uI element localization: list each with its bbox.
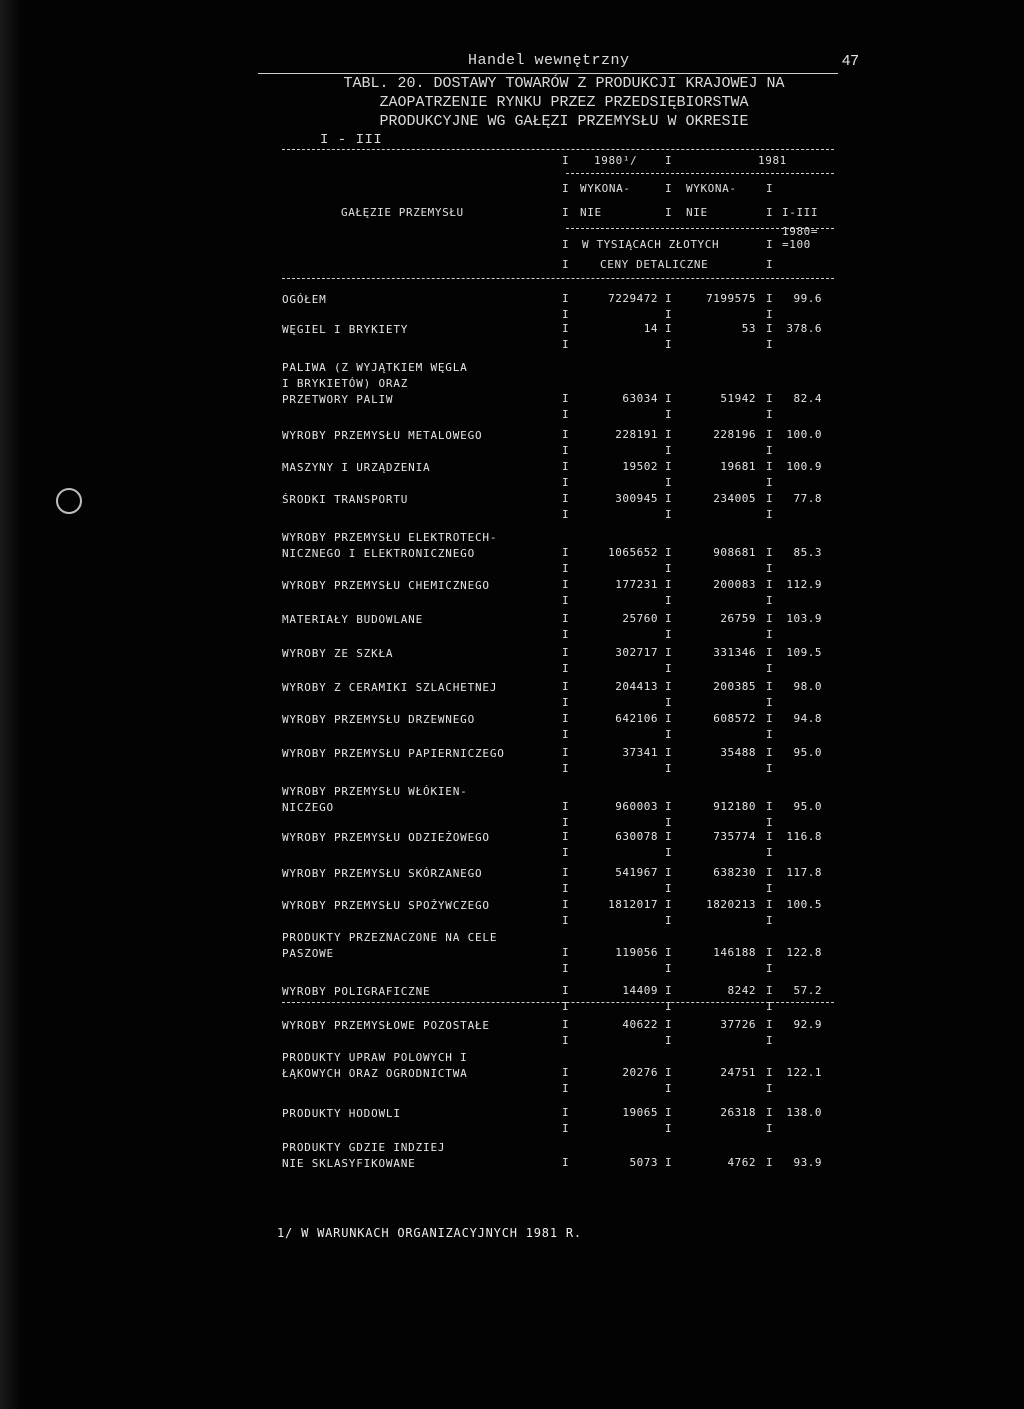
row-label: WYROBY Z CERAMIKI SZLACHETNEJ bbox=[282, 681, 498, 694]
header-wykonanie-1980-a: WYKONA- bbox=[580, 182, 631, 195]
table-title bbox=[274, 74, 854, 131]
value-1980: 302717 bbox=[615, 646, 658, 659]
table-title-line-3: PRODUKCYJNE WG GAŁĘZI PRZEMYSŁU W OKRESIE bbox=[379, 113, 749, 130]
index-value: 82.4 bbox=[793, 392, 822, 405]
column-separator: I bbox=[766, 646, 773, 659]
value-1981: 146188 bbox=[713, 946, 756, 959]
header-bottom-rule bbox=[282, 278, 834, 279]
column-separator: I bbox=[562, 594, 569, 607]
index-value: 99.6 bbox=[793, 292, 822, 305]
index-value: 116.8 bbox=[786, 830, 822, 843]
column-separator: I bbox=[766, 628, 773, 641]
column-separator: I bbox=[766, 392, 773, 405]
column-separator: I bbox=[665, 392, 672, 405]
column-separator: I bbox=[766, 594, 773, 607]
column-separator: I bbox=[665, 322, 672, 335]
value-1980: 541967 bbox=[615, 866, 658, 879]
value-1981: 638230 bbox=[713, 866, 756, 879]
value-1981: 35488 bbox=[720, 746, 756, 759]
value-1981: 24751 bbox=[720, 1066, 756, 1079]
index-value: 92.9 bbox=[793, 1018, 822, 1031]
column-separator: I bbox=[562, 460, 569, 473]
index-value: 95.0 bbox=[793, 800, 822, 813]
value-1980: 642106 bbox=[615, 712, 658, 725]
column-separator: I bbox=[562, 492, 569, 505]
row-label: OGÓŁEM bbox=[282, 293, 327, 306]
header-year-1980: 1980¹/ bbox=[594, 154, 638, 167]
row-label: PRODUKTY UPRAW POLOWYCH I ŁĄKOWYCH ORAZ OGRODNICTWA bbox=[282, 1051, 468, 1080]
column-separator: I bbox=[665, 898, 672, 911]
value-1980: 300945 bbox=[615, 492, 658, 505]
column-separator: I bbox=[562, 662, 569, 675]
value-1980: 5073 bbox=[629, 1156, 658, 1169]
column-separator: I bbox=[562, 898, 569, 911]
row-label: PRODUKTY GDZIE INDZIEJ NIE SKLASYFIKOWANE bbox=[282, 1141, 446, 1170]
table-rule-mid bbox=[282, 1002, 834, 1003]
header-units-a: W TYSIĄCACH ZŁOTYCH bbox=[582, 238, 720, 251]
index-value: 378.6 bbox=[786, 322, 822, 335]
value-1980: 19502 bbox=[622, 460, 658, 473]
column-separator: I bbox=[766, 830, 773, 843]
column-separator: I bbox=[562, 508, 569, 521]
column-separator: I bbox=[665, 728, 672, 741]
page-number: 47 bbox=[842, 52, 859, 69]
value-1980: 1812017 bbox=[608, 898, 658, 911]
column-separator: I bbox=[665, 1106, 672, 1119]
column-separator: I bbox=[766, 408, 773, 421]
column-separator: I bbox=[766, 762, 773, 775]
column-separator: I bbox=[562, 444, 569, 457]
column-separator: I bbox=[562, 1122, 569, 1135]
column-separator: I bbox=[665, 1066, 672, 1079]
column-separator: I bbox=[766, 1034, 773, 1047]
value-1980: 7229472 bbox=[608, 292, 658, 305]
row-label: WYROBY PRZEMYSŁU SPOŻYWCZEGO bbox=[282, 899, 490, 912]
value-1981: 200385 bbox=[713, 680, 756, 693]
column-separator: I bbox=[562, 746, 569, 759]
value-1980: 177231 bbox=[615, 578, 658, 591]
column-separator: I bbox=[766, 562, 773, 575]
column-separator: I bbox=[665, 1000, 672, 1013]
value-1980: 630078 bbox=[615, 830, 658, 843]
value-1980: 20276 bbox=[622, 1066, 658, 1079]
running-title: Handel wewnętrzny bbox=[468, 52, 630, 69]
column-separator: I bbox=[766, 1082, 773, 1095]
index-value: 94.8 bbox=[793, 712, 822, 725]
index-value: 122.8 bbox=[786, 946, 822, 959]
column-separator: I bbox=[562, 1018, 569, 1031]
row-label: WYROBY POLIGRAFICZNE bbox=[282, 985, 431, 998]
row-label: WYROBY PRZEMYSŁU METALOWEGO bbox=[282, 429, 483, 442]
row-label: WYROBY ZE SZKŁA bbox=[282, 647, 394, 660]
value-1981: 19681 bbox=[720, 460, 756, 473]
column-separator: I bbox=[562, 696, 569, 709]
header-gałęzie-przemysłu: GAŁĘZIE PRZEMYSŁU bbox=[341, 206, 464, 219]
row-label: WYROBY PRZEMYSŁU WŁÓKIEN- NICZEGO bbox=[282, 785, 468, 814]
header-wykonanie-1980-b: NIE bbox=[580, 206, 602, 219]
table-title-period: I - III bbox=[320, 132, 383, 148]
value-1980: 228191 bbox=[615, 428, 658, 441]
value-1981: 331346 bbox=[713, 646, 756, 659]
index-value: 93.9 bbox=[793, 1156, 822, 1169]
index-value: 77.8 bbox=[793, 492, 822, 505]
column-separator: I bbox=[665, 1082, 672, 1095]
column-separator: I bbox=[562, 846, 569, 859]
value-1981: 228196 bbox=[713, 428, 756, 441]
value-1981: 8242 bbox=[727, 984, 756, 997]
value-1980: 119056 bbox=[615, 946, 658, 959]
header-index-c: =100 bbox=[782, 238, 811, 251]
column-separator: I bbox=[562, 578, 569, 591]
row-label: MASZYNY I URZĄDZENIA bbox=[282, 461, 431, 474]
column-separator: I bbox=[562, 1082, 569, 1095]
index-value: 57.2 bbox=[793, 984, 822, 997]
column-separator: I bbox=[665, 1034, 672, 1047]
value-1981: 912180 bbox=[713, 800, 756, 813]
column-separator: I bbox=[766, 322, 773, 335]
column-separator: I bbox=[665, 816, 672, 829]
column-separator: I bbox=[562, 984, 569, 997]
row-label: WYROBY PRZEMYSŁU ODZIEŻOWEGO bbox=[282, 831, 490, 844]
value-1980: 14409 bbox=[622, 984, 658, 997]
row-label: WYROBY PRZEMYSŁU SKÓRZANEGO bbox=[282, 867, 483, 880]
column-separator: I bbox=[562, 1000, 569, 1013]
value-1980: 40622 bbox=[622, 1018, 658, 1031]
index-value: 100.5 bbox=[786, 898, 822, 911]
column-separator: I bbox=[665, 1156, 672, 1169]
header-index-a: I-III bbox=[782, 206, 819, 219]
value-1980: 19065 bbox=[622, 1106, 658, 1119]
column-separator: I bbox=[665, 628, 672, 641]
column-separator: I bbox=[665, 562, 672, 575]
index-value: 100.0 bbox=[786, 428, 822, 441]
value-1980: 63034 bbox=[622, 392, 658, 405]
column-separator: I bbox=[562, 816, 569, 829]
column-separator: I bbox=[766, 846, 773, 859]
column-separator: I bbox=[665, 594, 672, 607]
header-index-b: 1980= bbox=[782, 225, 819, 238]
value-1981: 908681 bbox=[713, 546, 756, 559]
value-1980: 1065652 bbox=[608, 546, 658, 559]
column-separator: I bbox=[665, 946, 672, 959]
row-label: MATERIAŁY BUDOWLANE bbox=[282, 613, 424, 626]
column-separator: I bbox=[562, 1034, 569, 1047]
row-label: WYROBY PRZEMYSŁU CHEMICZNEGO bbox=[282, 579, 490, 592]
column-separator: I bbox=[562, 762, 569, 775]
value-1981: 608572 bbox=[713, 712, 756, 725]
column-separator: I bbox=[766, 508, 773, 521]
row-label: WYROBY PRZEMYSŁU PAPIERNICZEGO bbox=[282, 747, 505, 760]
value-1980: 14 bbox=[643, 322, 658, 335]
value-1981: 1820213 bbox=[706, 898, 756, 911]
value-1980: 25760 bbox=[622, 612, 658, 625]
column-separator: I bbox=[766, 882, 773, 895]
column-separator: I bbox=[766, 1000, 773, 1013]
index-value: 138.0 bbox=[786, 1106, 822, 1119]
footnote: 1/ W WARUNKACH ORGANIZACYJNYCH 1981 R. bbox=[277, 1226, 582, 1240]
column-separator: I bbox=[665, 460, 672, 473]
column-separator: I bbox=[766, 1106, 773, 1119]
column-separator: I bbox=[665, 712, 672, 725]
column-separator: I bbox=[562, 830, 569, 843]
value-1981: 26759 bbox=[720, 612, 756, 625]
column-separator: I bbox=[665, 476, 672, 489]
index-value: 112.9 bbox=[786, 578, 822, 591]
column-separator: I bbox=[665, 662, 672, 675]
header-wykonanie-1981-a: WYKONA- bbox=[686, 182, 737, 195]
column-separator: I bbox=[562, 546, 569, 559]
column-separator: I bbox=[665, 308, 672, 321]
table-title-line-1: TABL. 20. DOSTAWY TOWARÓW Z PRODUKCJI KRAJOWEJ NA bbox=[343, 75, 785, 92]
page-edge-shadow bbox=[0, 0, 20, 1409]
value-1981: 51942 bbox=[720, 392, 756, 405]
column-separator: I bbox=[665, 866, 672, 879]
value-1981: 26318 bbox=[720, 1106, 756, 1119]
column-separator: I bbox=[766, 476, 773, 489]
column-separator: I bbox=[562, 392, 569, 405]
index-value: 122.1 bbox=[786, 1066, 822, 1079]
column-separator: I bbox=[766, 984, 773, 997]
column-separator: I bbox=[766, 460, 773, 473]
header-wykonanie-1981-b: NIE bbox=[686, 206, 708, 219]
column-separator: I bbox=[562, 408, 569, 421]
value-1981: 53 bbox=[741, 322, 756, 335]
value-1980: 960003 bbox=[615, 800, 658, 813]
column-separator: I bbox=[665, 646, 672, 659]
index-value: 95.0 bbox=[793, 746, 822, 759]
column-separator: I bbox=[562, 712, 569, 725]
column-separator: I bbox=[562, 946, 569, 959]
column-separator: I bbox=[562, 308, 569, 321]
column-separator: I bbox=[665, 508, 672, 521]
column-separator: I bbox=[766, 914, 773, 927]
column-separator: I bbox=[766, 946, 773, 959]
row-label: PRODUKTY PRZEZNACZONE NA CELE PASZOWE bbox=[282, 931, 498, 960]
column-separator: I bbox=[665, 546, 672, 559]
column-separator: I bbox=[562, 1066, 569, 1079]
column-separator: I bbox=[562, 800, 569, 813]
value-1981: 735774 bbox=[713, 830, 756, 843]
column-separator: I bbox=[766, 1018, 773, 1031]
column-separator: I bbox=[766, 662, 773, 675]
column-separator: I bbox=[766, 612, 773, 625]
column-separator: I bbox=[766, 578, 773, 591]
column-separator: I bbox=[562, 1156, 569, 1169]
index-value: 103.9 bbox=[786, 612, 822, 625]
header-year-1981: 1981 bbox=[758, 154, 787, 167]
column-separator: I bbox=[766, 492, 773, 505]
column-separator: I bbox=[665, 914, 672, 927]
column-separator: I bbox=[562, 866, 569, 879]
column-separator: I bbox=[665, 846, 672, 859]
index-value: 109.5 bbox=[786, 646, 822, 659]
row-label: WYROBY PRZEMYSŁU ELEKTROTECH- NICZNEGO I ELEKTRONICZNEGO bbox=[282, 531, 498, 560]
row-label: PALIWA (Z WYJĄTKIEM WĘGLA I BRYKIETÓW) ORAZ PRZETWORY PALIW bbox=[282, 361, 468, 406]
column-separator: I bbox=[766, 1156, 773, 1169]
column-separator: I bbox=[562, 562, 569, 575]
index-value: 100.9 bbox=[786, 460, 822, 473]
index-value: 85.3 bbox=[793, 546, 822, 559]
column-separator: I bbox=[766, 712, 773, 725]
value-1981: 200083 bbox=[713, 578, 756, 591]
column-separator: I bbox=[665, 292, 672, 305]
value-1980: 204413 bbox=[615, 680, 658, 693]
column-separator: I bbox=[665, 830, 672, 843]
column-separator: I bbox=[665, 578, 672, 591]
value-1981: 4762 bbox=[727, 1156, 756, 1169]
column-separator: I bbox=[665, 762, 672, 775]
column-separator: I bbox=[766, 962, 773, 975]
column-separator: I bbox=[562, 728, 569, 741]
column-separator: I bbox=[562, 646, 569, 659]
column-separator: I bbox=[766, 680, 773, 693]
column-separator: I bbox=[665, 800, 672, 813]
column-separator: I bbox=[766, 800, 773, 813]
column-separator: I bbox=[665, 696, 672, 709]
column-separator: I bbox=[766, 816, 773, 829]
row-label: PRODUKTY HODOWLI bbox=[282, 1107, 401, 1120]
header-top-rule bbox=[282, 149, 834, 150]
column-separator: I bbox=[766, 308, 773, 321]
column-separator: I bbox=[665, 428, 672, 441]
column-separator: I bbox=[562, 292, 569, 305]
column-separator: I bbox=[766, 1122, 773, 1135]
column-separator: I bbox=[766, 292, 773, 305]
column-separator: I bbox=[665, 492, 672, 505]
row-label: WYROBY PRZEMYSŁOWE POZOSTAŁE bbox=[282, 1019, 490, 1032]
column-separator: I bbox=[665, 612, 672, 625]
column-separator: I bbox=[665, 962, 672, 975]
column-separator: I bbox=[562, 476, 569, 489]
column-separator: I bbox=[665, 408, 672, 421]
column-separator: I bbox=[766, 1066, 773, 1079]
column-separator: I bbox=[665, 1018, 672, 1031]
row-label: WYROBY PRZEMYSŁU DRZEWNEGO bbox=[282, 713, 475, 726]
row-label: ŚRODKI TRANSPORTU bbox=[282, 493, 409, 506]
column-separator: I bbox=[562, 428, 569, 441]
column-separator: I bbox=[766, 428, 773, 441]
value-1981: 7199575 bbox=[706, 292, 756, 305]
value-1980: 37341 bbox=[622, 746, 658, 759]
row-label: WĘGIEL I BRYKIETY bbox=[282, 323, 409, 336]
column-separator: I bbox=[665, 444, 672, 457]
column-separator: I bbox=[665, 338, 672, 351]
column-separator: I bbox=[766, 898, 773, 911]
column-separator: I bbox=[562, 628, 569, 641]
header-year-rule bbox=[566, 173, 834, 174]
column-separator: I bbox=[562, 914, 569, 927]
value-1981: 234005 bbox=[713, 492, 756, 505]
value-1981: 37726 bbox=[720, 1018, 756, 1031]
column-separator: I bbox=[665, 746, 672, 759]
binding-hole bbox=[56, 488, 82, 514]
column-separator: I bbox=[766, 546, 773, 559]
column-separator: I bbox=[562, 882, 569, 895]
column-separator: I bbox=[766, 696, 773, 709]
column-separator: I bbox=[665, 984, 672, 997]
index-value: 98.0 bbox=[793, 680, 822, 693]
column-separator: I bbox=[562, 962, 569, 975]
column-separator: I bbox=[562, 338, 569, 351]
index-value: 117.8 bbox=[786, 866, 822, 879]
header-units-b: CENY DETALICZNE bbox=[600, 258, 709, 271]
table-title-line-2: ZAOPATRZENIE RYNKU PRZEZ PRZEDSIĘBIORSTWA bbox=[379, 94, 749, 111]
column-separator: I bbox=[766, 444, 773, 457]
column-separator: I bbox=[562, 322, 569, 335]
scanned-page: Handel wewnętrzny 47 TABL. 20. DOSTAWY TOWARÓW Z PRODUKCJI KRAJOWEJ NA ZAOPATRZENIE RYNKU PRZEZ PRZEDSIĘBIORSTWA PRODUKCYJNE WG GAŁĘZI PRZEMYSŁU W OKRESIE I - III I I I I I I I I I I I I 1980¹/ 1981 WYKONA- NIE WYKONA- NIE GAŁĘZIE PRZEMYSŁU I-III 1980= =100 W TYSIĄCACH ZŁOTYCH CENY DETALICZNE OGÓŁEM I I I I I I 7229472 7199575 99.6 WĘGIEL I BRYKIETY I I I I I I 14 53 378.6 PALIWA (Z WYJĄTKIEM WĘGLA I BRYKIETÓW) ORAZ PRZETWORY PALIW I I I I I I 63034 51942 82.4 WYROBY PRZEMYSŁU METALOWEGO I I I I I I 228191 228196 100.0 MASZYNY I URZĄDZENIA I I I I I I 19502 19681 100.9 ŚRODKI TRANSPORTU I I I I I I 300945 234005 77.8 WYROBY PRZEMYSŁU ELEKTROTECH- NICZNEGO I ELEKTRONICZNEGO I I I I I I 1065652 908681 85.3 WYROBY PRZEMYSŁU CHEMICZNEGO I I I I I I 177231 200083 112.9 MATERIAŁY BUDOWLANE I I I I I I 25760 26759 103.9 WYROBY ZE SZKŁA I I I I I I 302717 331346 109.5 WYROBY Z CERAMIKI SZLACHETNEJ I I I I I I 204413 200385 98.0 WYROBY PRZEMYSŁU DRZEWNEGO I I I I I I 642106 608572 94.8 WYROBY PRZEMYSŁU PAPIERNICZEGO I I I I I I 37341 35488 95.0 WYROBY PRZEMYSŁU WŁÓKIEN- NICZEGO I I I I I I 960003 912180 95.0 WYROBY PRZEMYSŁU ODZIEŻOWEGO I I I I I I 630078 735774 116.8 WYROBY PRZEMYSŁU SKÓRZANEGO I I I I I I 541967 638230 117.8 WYROBY PRZEMYSŁU SPOŻYWCZEGO I I I I I I 1812017 1820213 100.5 PRODUKTY PRZEZNACZONE NA CELE PASZOWE I I I I I I 119056 146188 122.8 WYROBY POLIGRAFICZNE I I I I I I 14409 8242 57.2 WYROBY PRZEMYSŁOWE POZOSTAŁE I I I I I I 40622 37726 92.9 PRODUKTY UPRAW POLOWYCH I ŁĄKOWYCH ORAZ OGRODNICTWA I I I I I I 20276 24751 122.1 PRODUKTY HODOWLI I I I I I I 19065 26318 138.0 PRODUKTY GDZIE INDZIEJ NIE SKLASYFIKOWANE I I I 5073 4762 93.9 1/ W WARUNKACH ORGANIZACYJNYCH 1981 R. bbox=[0, 0, 1024, 1409]
column-separator: I bbox=[665, 1122, 672, 1135]
column-separator: I bbox=[562, 680, 569, 693]
column-separator: I bbox=[562, 1106, 569, 1119]
column-separator: I bbox=[766, 728, 773, 741]
column-separator: I bbox=[665, 882, 672, 895]
column-separator: I bbox=[766, 338, 773, 351]
column-separator: I bbox=[665, 680, 672, 693]
column-separator: I bbox=[766, 746, 773, 759]
column-separator: I bbox=[562, 612, 569, 625]
column-separator: I bbox=[766, 866, 773, 879]
